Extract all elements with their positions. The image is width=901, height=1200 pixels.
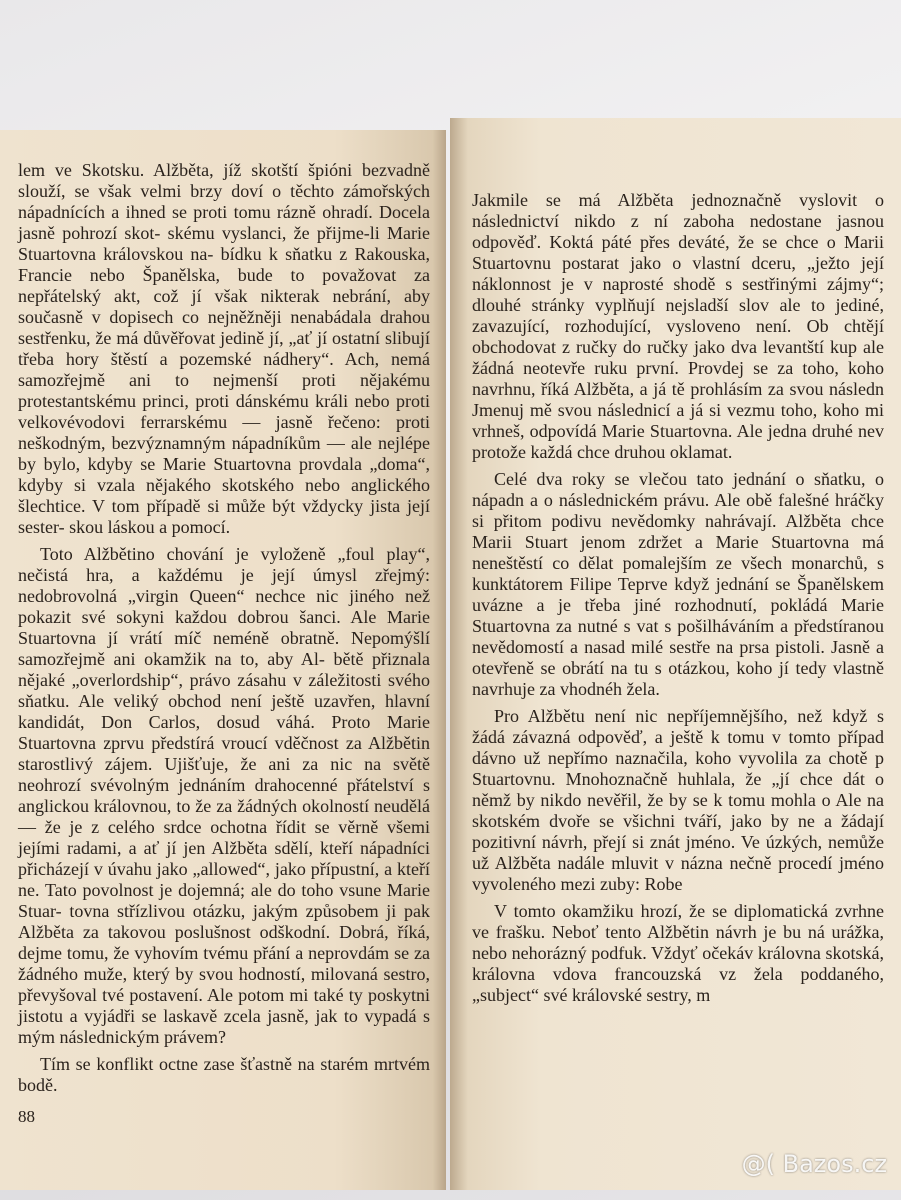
text-line: žela. xyxy=(626,679,660,699)
text-line: hra, a každému je její úmysl zřejmý: nedobrovolná „virgin xyxy=(18,565,431,606)
bazos-watermark: @( Bazos.cz xyxy=(741,1150,887,1178)
left-page-text xyxy=(18,160,430,1127)
text-line: žela poddaného, „subject“ své královské sestry, m xyxy=(472,964,885,1005)
text-line: Pro Alžbětu není nic nepříjemnějšího, než když s xyxy=(494,706,884,726)
text-line: takovou poslušnost odškodní. Dobrá, říká, dejme tomu, že xyxy=(18,922,431,963)
text-line: přes deváté, že se chce o Marii Stuartovnu postarat jako xyxy=(472,232,884,273)
text-line: Jakmile se má Alžběta jednoznačně vyslovit o následnictví xyxy=(472,190,884,231)
text-line: svého sňatku. Ale veliký obchod není ještě uzavřen, hlavní xyxy=(18,670,430,711)
text-line: drahocenné přátelství s anglickou královnou, to že za žádných xyxy=(18,775,431,816)
text-line: V tomto okamžiku hrozí, že se diplomatická xyxy=(494,901,829,921)
text-line: Ale potom mi také ty poskytni jistotu a vyjádři se laskavě xyxy=(18,985,430,1026)
text-line: Teprve když jednání se Španělskem uvázne a je třeba xyxy=(472,574,884,615)
text-line: Celé dva roky se vlečou tato jednání o sňatku, o nápadn xyxy=(472,469,884,510)
text-line: přicházejí v úvahu jako „allowed“, jako přípustní, a kteří ne. xyxy=(18,859,430,900)
text-line: pomalejším ze všech monarchů, s kunktátorem Filipe xyxy=(472,553,885,594)
text-line: a o následnickém právu. Ale obě falešné hráčky si přitom xyxy=(472,490,885,531)
text-line: by svou hodností, milovaná sestro, převyšoval tvé postavení. xyxy=(18,964,431,1005)
text-line: jasně řečeno: proti neškodným, bezvýznamným nápadníkům xyxy=(18,412,430,453)
left-paragraph-2 xyxy=(18,544,430,1048)
text-line: zvrhne ve frašku. Neboť tento Alžbětin návrh je bu xyxy=(472,901,885,942)
text-line: úzkých, nemůže už Alžběta nadále mluvit v názna xyxy=(472,832,885,873)
left-paragraph-1 xyxy=(18,160,430,538)
text-line: navrhnu, říká Alžběta, a já tě prohlásím za svou následn xyxy=(472,379,884,399)
text-line: zcela jasně, jak to vypadá s mým následnickým právem? xyxy=(18,1006,430,1047)
text-line: vat s pošilháváním a předstíranou nevědomostí a nasad xyxy=(472,616,884,657)
text-line: jenom zdržet a Marie Stuartovna má neneštěstí co dělat xyxy=(472,532,884,573)
text-line: bětě přiznala nějaké „overlordship“, právo zásahu v záležitosti xyxy=(18,649,430,690)
text-line: nečně procedí jméno vyvoleného mezi zuby: Robe xyxy=(472,853,885,894)
text-line: tovna střízlivou otázku, jakým způsobem ji pak Alžběta za xyxy=(18,901,430,942)
right-page-text xyxy=(472,190,884,1012)
text-line: hory štěstí a pozemské nádhery“. Ach, nemá samozřejmě ani xyxy=(18,349,430,390)
text-line: nikdo z ní zaboha nedostane jasnou odpověď. Koktá páté xyxy=(472,211,885,252)
text-line: vyhovím tvému přání a neprovdám se za žádného muže, který xyxy=(18,943,430,984)
text-line: dobrou šanci. Ale Marie Stuartovna jí vrátí míč neméně xyxy=(18,607,430,648)
text-line: sestřinými zájmy“; dlouhé stránky vyplňují nejsladší slov xyxy=(472,274,885,315)
text-line: Stuartovnu. Mnohoznačně huhlala, že „jí chce dát xyxy=(472,769,865,789)
text-line: podivu nevědomky nahrávají. Alžběta chce Marii Stuart xyxy=(472,511,884,552)
text-line: však velmi brzy doví o těchto zámořských nápadnících a xyxy=(18,181,430,222)
right-paragraph-4 xyxy=(472,901,884,1006)
right-paragraph-3 xyxy=(472,706,884,895)
text-line: Toto Alžbětino chování je vyloženě „foul play“, nečistá xyxy=(18,544,430,585)
text-line: dánskému králi nebo proti velkovévodovi ferrarskému — xyxy=(18,391,430,432)
right-paragraph-1 xyxy=(472,190,884,463)
text-line: okolností neudělá — že je z celého srdce ochotna řídit se věrně xyxy=(18,796,431,837)
text-line: vrhneš, odpovídá Marie Stuartovna. Ale jedna druhé nev xyxy=(472,421,884,441)
text-line: a žádají pozitivní návrh, přejí si znát jméno. Ve xyxy=(472,811,884,852)
text-line: protože každá chce druhou oklamat. xyxy=(472,442,733,462)
text-line: ná urážka, nebo nehorázný podfuk. Vždyť očekáv xyxy=(472,922,885,963)
text-line: Queen“ nechce nic jiného než pokazit své sokyni každou xyxy=(18,586,430,627)
right-paragraph-2 xyxy=(472,469,884,700)
text-line: lem ve Skotsku. Alžběta, jíž skotští špióni bezvadně slouží, se xyxy=(18,160,430,201)
text-line: aby současně v dopisech co nejněžněji nenabádala drahou xyxy=(18,286,430,327)
text-line: považovat za nepřátelský akt, což jí však nikterak nebrání, xyxy=(18,265,431,306)
text-line: Jmenuj mě svou následnicí a já si vezmu toho, koho mi xyxy=(472,400,884,420)
text-line: dávno už nepřímo naznačila, koho vyvolila za chotě p xyxy=(472,748,884,768)
text-line: skému vyslanci, že přijme-li Marie Stuartovna královskou na- xyxy=(18,223,431,264)
text-line: sestřenku, že má důvěřovat jedině jí, „ať jí ostatní slibují třeba xyxy=(18,328,430,369)
left-paragraph-3 xyxy=(18,1054,430,1096)
text-line: zprvu předstírá vroucí vděčnost za Alžbětin starostlivý zájem. xyxy=(18,733,430,774)
text-line: Tím se konflikt octne zase šťastně na starém mrtvém bodě. xyxy=(18,1054,430,1095)
text-line: kandidát, Don Carlos, dosud váhá. Proto Marie Stuartovna xyxy=(18,712,430,753)
text-line: Tato povolnost je dojemná; ale do toho vsune Marie Stuar- xyxy=(18,880,430,921)
text-line: ale to jediné, zavazující, rozhodující, vysloveno není. Ob xyxy=(472,295,885,336)
text-line: to nejmenší proti nějakému protestantskému princi, proti xyxy=(18,370,431,411)
text-line: o vlastní dceru, „ježto její náklonnost je v naprosté shodě s xyxy=(472,253,885,294)
text-line: ale žádná neotevře ruku první. Provdej se za toho, koho xyxy=(472,337,884,378)
text-line: o němž by nikdo nevěřil, že by se k tomu mohla o xyxy=(472,769,885,810)
text-line: jiné rozhodnutí, pokládá Marie Stuartovna za nutné s xyxy=(472,595,885,636)
text-line: ihned se proti tomu rázně ohradí. Docela jasně pohrozí skot- xyxy=(18,202,431,243)
text-line: skou láskou a pomocí. xyxy=(69,517,231,537)
text-line: milé sestře na prsa pistoli. Jasně a otevřeně se obrátí na xyxy=(472,637,884,678)
text-line: šlechtice. V tom případě si může být vždycky jista její sester- xyxy=(18,496,430,537)
text-line: — ale nejlépe by bylo, kdyby se Marie Stuartovna provdala xyxy=(18,433,431,474)
text-line: královna skotská, královna vdova francouzská vz xyxy=(472,943,884,984)
text-line: chtějí obchodovat z ručky do ručky jako dva levantští kup xyxy=(472,316,884,357)
text-line: „doma“, kdyby si vzala nějakého skotského nebo anglického xyxy=(18,454,431,495)
page-number: 88 xyxy=(18,1107,35,1126)
text-line: bídku k sňatku z Rakouska, Francie nebo Španělska, bude to xyxy=(18,244,430,285)
text-line: Ujišťuje, že ani za nic na světě neohrozí svévolným jednáním xyxy=(18,754,431,795)
text-line: všemi jejími radami, a ať jí jen Alžběta sdělí, kteří nápadníci xyxy=(18,817,430,858)
text-line: žádá závazná odpověď, a ještě k tomu v tomto případ xyxy=(472,727,884,747)
text-line: tu s otázkou, koho jí tedy vlastně navrhuje za vhodnéh xyxy=(472,658,885,699)
text-line: obratně. Nepomýšlí samozřejmě ani okamžik na to, aby Al- xyxy=(18,628,430,669)
text-line: Ale na skotském dvoře se všichni tváří, jako by ne xyxy=(472,790,885,831)
